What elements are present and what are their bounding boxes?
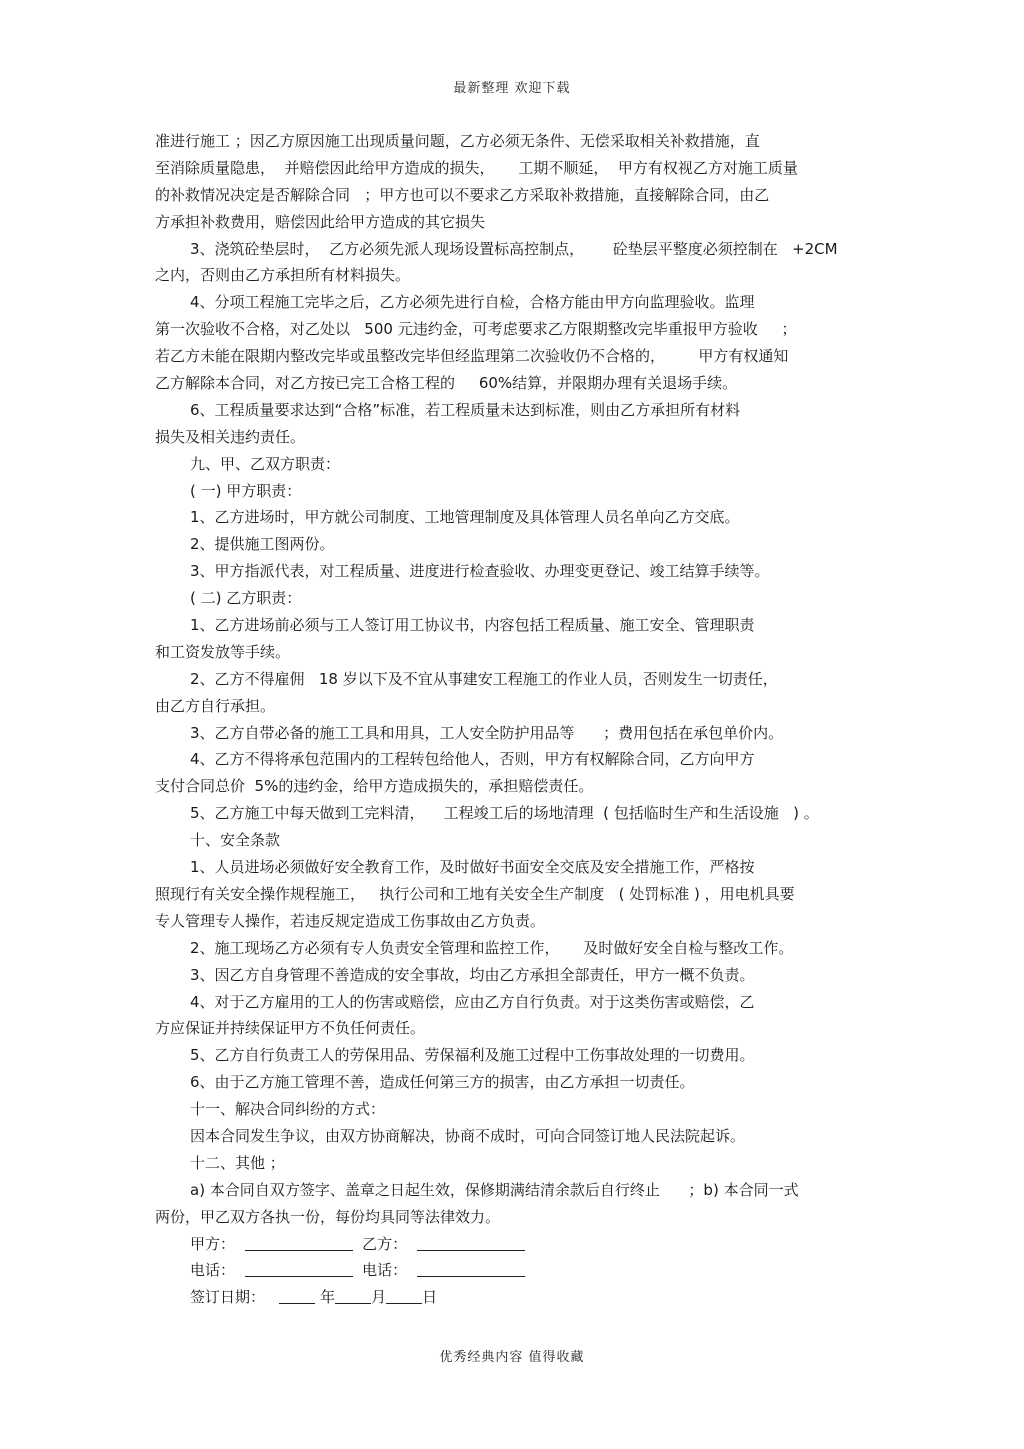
party-b-blank[interactable] [417,1235,525,1251]
signature-date-row [155,1284,885,1311]
phone-b-label: 电话： [362,1261,408,1280]
contract-line: 6、由于乙方施工管理不善，造成任何第三方的损害，由乙方承担一切责任。 [190,1073,695,1092]
contract-line: 专人管理专人操作，若违反规定造成工伤事故由乙方负责。 [155,911,546,930]
signature-phone-row [155,1257,885,1284]
contract-line: 九、甲、乙双方职责： [190,454,341,473]
phone-a-label: 电话： [190,1261,236,1280]
page-footer: 优秀经典内容 值得收藏 [439,1350,585,1365]
month-label: 月 [371,1288,387,1307]
contract-line: 3、甲方指派代表，对工程质量、进度进行检查验收、办理变更登记、竣工结算手续等。 [190,562,770,581]
date-label: 签订日期： [190,1288,266,1307]
contract-line: 方承担补救费用，赔偿因此给甲方造成的其它损失 [155,212,486,231]
contract-line: 第一次验收不合格，对乙处以 500 元违约金，可考虑要求乙方限期整改完毕重报甲方验收 ； [155,320,797,339]
contract-line: 4、对于乙方雇用的工人的伤害或赔偿，应由乙方自行负责。对于这类伤害或赔偿，乙 [190,992,755,1011]
contract-line: 之内，否则由乙方承担所有材料损失。 [155,266,411,285]
contract-line: ( 二) 乙方职责： [190,589,302,608]
contract-line: 十二、其他 ； [190,1153,285,1172]
contract-line: 因本合同发生争议，由双方协商解决，协商不成时，可向合同签订地人民法院起诉。 [190,1126,746,1145]
contract-line: 3、浇筑砼垫层时， 乙方必须先派人现场设置标高控制点， 砼垫层平整度必须控制在 +2CM [190,239,838,258]
contract-line: 4、分项工程施工完毕之后，乙方必须先进行自检，合格方能由甲方向监理验收。监理 [190,293,755,312]
contract-line: ( 一) 甲方职责： [190,481,302,500]
party-a-blank[interactable] [245,1235,353,1251]
day-label: 日 [422,1288,438,1307]
contract-line: 2、施工现场乙方必须有专人负责安全管理和监控工作， 及时做好安全自检与整改工作。 [190,938,794,957]
contract-line: 十、安全条款 [190,831,281,850]
contract-line: 乙方解除本合同，对乙方按已完工合格工程的 60%结算，并限期办理有关退场手续。 [155,374,738,393]
contract-line: 4、乙方不得将承包范围内的工程转包给他人，否则，甲方有权解除合同，乙方向甲方 [190,750,755,769]
contract-line: 1、人员进场必须做好安全教育工作，及时做好书面安全交底及安全措施工作，严格按 [190,858,755,877]
contract-line: 支付合同总价 5%的违约金，给甲方造成损失的，承担赔偿责任。 [155,777,594,796]
contract-body [155,128,885,1311]
contract-line: 十一、解决合同纠纷的方式： [190,1100,386,1119]
contract-line: 准进行施工 ；因乙方原因施工出现质量问题，乙方必须无条件、无偿采取相关补救措施，直 [155,132,760,150]
day-blank[interactable] [386,1288,422,1304]
contract-line: 和工资发放等手续。 [155,642,291,661]
contract-line: 由乙方自行承担。 [155,696,276,715]
contract-line: 损失及相关违约责任。 [155,427,306,446]
contract-line: 6、工程质量要求达到“合格”标准，若工程质量未达到标准，则由乙方承担所有材料 [190,400,741,419]
year-label: 年 [320,1288,336,1307]
month-blank[interactable] [335,1288,371,1304]
party-a-label: 甲方： [190,1234,236,1253]
phone-b-blank[interactable] [417,1261,525,1277]
contract-line: 5、乙方施工中每天做到工完料清， 工程竣工后的场地清理 ( 包括临时生产和生活设施 ) 。 [190,804,819,823]
contract-line: 1、乙方进场时，甲方就公司制度、工地管理制度及具体管理人员名单向乙方交底。 [190,508,740,527]
contract-line: 至消除质量隐患， 并赔偿因此给甲方造成的损失， 工期不顺延， 甲方有权视乙方对施工质量 [155,158,798,177]
page-header: 最新整理 欢迎下载 [453,81,571,96]
year-blank[interactable] [279,1288,315,1304]
contract-line: 5、乙方自行负责工人的劳保用品、劳保福利及施工过程中工伤事故处理的一切费用。 [190,1046,755,1065]
signature-party-row [155,1231,885,1258]
contract-line: 照现行有关安全操作规程施工， 执行公司和工地有关安全生产制度 ( 处罚标准 ) ，用电机具要 [155,884,795,903]
contract-line: 若乙方未能在限期内整改完毕或虽整改完毕但经监理第二次验收仍不合格的， 甲方有权通知 [155,347,789,366]
contract-line: 3、因乙方自身管理不善造成的安全事故，均由乙方承担全部责任，甲方一概不负责。 [190,965,755,984]
contract-line: 1、乙方进场前必须与工人签订用工协议书，内容包括工程质量、施工安全、管理职责 [190,616,755,635]
phone-a-blank[interactable] [245,1261,353,1277]
contract-line: 3、乙方自带必备的施工工具和用具，工人安全防护用品等 ；费用包括在承包单价内。 [190,723,784,742]
party-b-label: 乙方： [362,1234,408,1253]
contract-line: 两份，甲乙双方各执一份，每份均具同等法律效力。 [155,1207,501,1226]
contract-line: a) 本合同自双方签字、盖章之日起生效，保修期满结清余款后自行终止 ；b) 本合同一式 [190,1180,799,1199]
contract-line: 2、提供施工图两份。 [190,535,335,554]
contract-line: 2、乙方不得雇佣 18 岁以下及不宜从事建安工程施工的作业人员，否则发生一切责任， [190,669,778,688]
contract-line: 方应保证并持续保证甲方不负任何责任。 [155,1019,426,1038]
contract-line: 的补救情况决定是否解除合同 ；甲方也可以不要求乙方采取补救措施，直接解除合同，由乙 [155,185,770,204]
contract-lines [155,128,885,1231]
